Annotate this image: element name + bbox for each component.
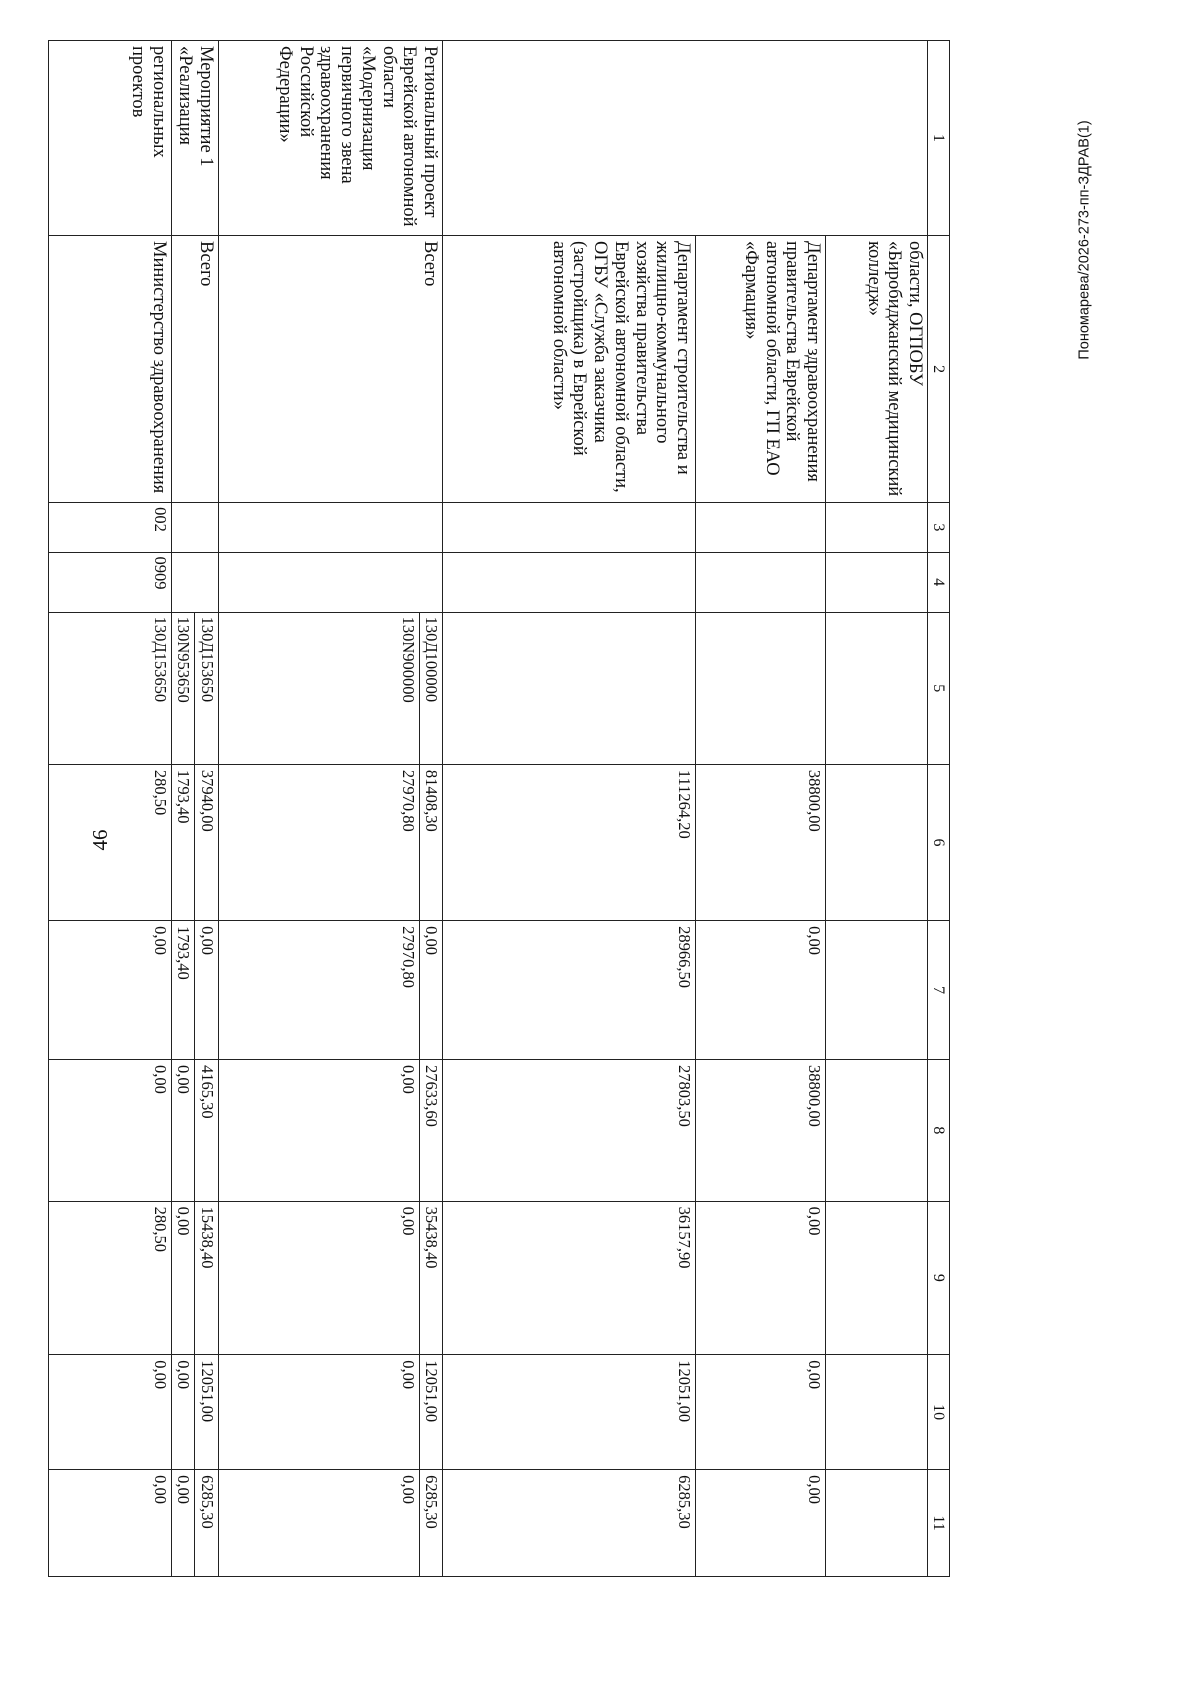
- cell-executor: Всего: [171, 236, 218, 503]
- cell-executor: Департамент здравоохранения правительства Еврейской автономной области, ГП ЕАО «Фармация»: [696, 236, 826, 503]
- cell-rzpr: [218, 552, 442, 612]
- cell-year-4: 12051,00: [419, 1355, 442, 1470]
- column-number: 11: [928, 1470, 950, 1577]
- cell-csr: [443, 612, 696, 764]
- cell-grbs: [171, 503, 218, 552]
- cell-year-1: 0,00: [419, 921, 442, 1060]
- page-number: 46: [87, 829, 112, 851]
- column-number: 10: [928, 1355, 950, 1470]
- cell-year-3: 0,00: [218, 1201, 419, 1355]
- cell-year-4: 12051,00: [443, 1355, 696, 1470]
- cell-rzpr: [696, 552, 826, 612]
- cell-year-5: [826, 1470, 928, 1577]
- cell-year-5: 0,00: [171, 1470, 194, 1577]
- table-row: [826, 41, 928, 1577]
- cell-event-name: Мероприятие 1 «Реализация: [171, 41, 218, 236]
- cell-year-2: 27633,60: [419, 1060, 442, 1202]
- cell-year-2: 27803,50: [443, 1060, 696, 1202]
- cell-year-3: 35438,40: [419, 1201, 442, 1355]
- cell-rzpr: [171, 552, 218, 612]
- cell-year-1: 28966,50: [443, 921, 696, 1060]
- cell-year-5: 6285,30: [443, 1470, 696, 1577]
- cell-total: 81408,30: [419, 764, 442, 920]
- cell-executor: Департамент строительства и жилищно-коммунального хозяйства правительства Еврейской автономной области, ОГБУ «Служба заказчика (застройщика) в Еврейской автономной области»: [443, 236, 696, 503]
- cell-csr: [696, 612, 826, 764]
- cell-year-3: 15438,40: [195, 1201, 218, 1355]
- column-number: 2: [928, 236, 950, 503]
- cell-total: 1793,40: [171, 764, 194, 920]
- cell-year-5: 6285,30: [419, 1470, 442, 1577]
- cell-year-3: 36157,90: [443, 1201, 696, 1355]
- cell-grbs: [443, 503, 696, 552]
- cell-year-4: 0,00: [171, 1355, 194, 1470]
- cell-year-4: 0,00: [218, 1355, 419, 1470]
- column-number: 4: [928, 552, 950, 612]
- column-number: 5: [928, 612, 950, 764]
- cell-year-1: 1793,40: [171, 921, 194, 1060]
- cell-event-name: [443, 41, 928, 236]
- cell-total: 111264,20: [443, 764, 696, 920]
- column-number: 1: [928, 41, 950, 236]
- cell-grbs: [218, 503, 442, 552]
- cell-total: 27970,80: [218, 764, 419, 920]
- cell-year-4: 0,00: [696, 1355, 826, 1470]
- document-code-text: Пономарева/2026-273-пп-ЗДРАВ(1): [1077, 120, 1093, 360]
- cell-year-2: 0,00: [48, 1060, 171, 1202]
- cell-year-5: 0,00: [696, 1470, 826, 1577]
- cell-year-1: 27970,80: [218, 921, 419, 1060]
- table-row: [696, 41, 826, 1577]
- cell-executor: Всего: [218, 236, 442, 503]
- cell-year-2: 4165,30: [195, 1060, 218, 1202]
- cell-rzpr: 0909: [48, 552, 171, 612]
- cell-csr: 130Д153650: [48, 612, 171, 764]
- table-row: [443, 41, 696, 1577]
- budget-table-container: [59, 40, 950, 1577]
- cell-year-5: 6285,30: [195, 1470, 218, 1577]
- cell-csr: [826, 612, 928, 764]
- column-number: 6: [928, 764, 950, 920]
- cell-year-4: 12051,00: [195, 1355, 218, 1470]
- column-number: 9: [928, 1201, 950, 1355]
- cell-csr: 130Д100000: [419, 612, 442, 764]
- cell-grbs: [826, 503, 928, 552]
- cell-rzpr: [826, 552, 928, 612]
- table-row: [195, 41, 218, 1577]
- table-row: [419, 41, 442, 1577]
- cell-year-3: [826, 1201, 928, 1355]
- cell-year-5: 0,00: [48, 1470, 171, 1577]
- cell-year-3: 0,00: [696, 1201, 826, 1355]
- cell-year-5: 0,00: [218, 1470, 419, 1577]
- cell-year-1: 0,00: [48, 921, 171, 1060]
- cell-event-name: региональных проектов: [48, 41, 171, 236]
- cell-executor: области, ОГПОБУ «Биробиджанский медицинский колледж»: [826, 236, 928, 503]
- document-code: [1075, 120, 1095, 360]
- cell-event-name: Региональный проект Еврейской автономной области «Модернизация первичного звена здравоохранения Российской Федерации»: [218, 41, 442, 236]
- cell-year-1: 0,00: [696, 921, 826, 1060]
- cell-rzpr: [443, 552, 696, 612]
- cell-total: 38800,00: [696, 764, 826, 920]
- column-number: 8: [928, 1060, 950, 1202]
- cell-year-4: [826, 1355, 928, 1470]
- cell-total: [826, 764, 928, 920]
- cell-year-1: 0,00: [195, 921, 218, 1060]
- column-number-row: [928, 41, 950, 1577]
- cell-csr: 130N953650: [171, 612, 194, 764]
- cell-year-1: [826, 921, 928, 1060]
- budget-table: [48, 40, 950, 1577]
- cell-csr: 130Д153650: [195, 612, 218, 764]
- cell-total: 37940,00: [195, 764, 218, 920]
- cell-year-4: 0,00: [48, 1355, 171, 1470]
- cell-year-3: 0,00: [171, 1201, 194, 1355]
- cell-year-2: 0,00: [171, 1060, 194, 1202]
- cell-year-2: [826, 1060, 928, 1202]
- cell-year-2: 0,00: [218, 1060, 419, 1202]
- cell-total: 280,50: [48, 764, 171, 920]
- column-number: 3: [928, 503, 950, 552]
- cell-grbs: 002: [48, 503, 171, 552]
- column-number: 7: [928, 921, 950, 1060]
- cell-year-2: 38800,00: [696, 1060, 826, 1202]
- cell-csr: 130N900000: [218, 612, 419, 764]
- cell-year-3: 280,50: [48, 1201, 171, 1355]
- table-row: [48, 41, 171, 1577]
- cell-grbs: [696, 503, 826, 552]
- cell-executor: Министерство здравоохранения: [48, 236, 171, 503]
